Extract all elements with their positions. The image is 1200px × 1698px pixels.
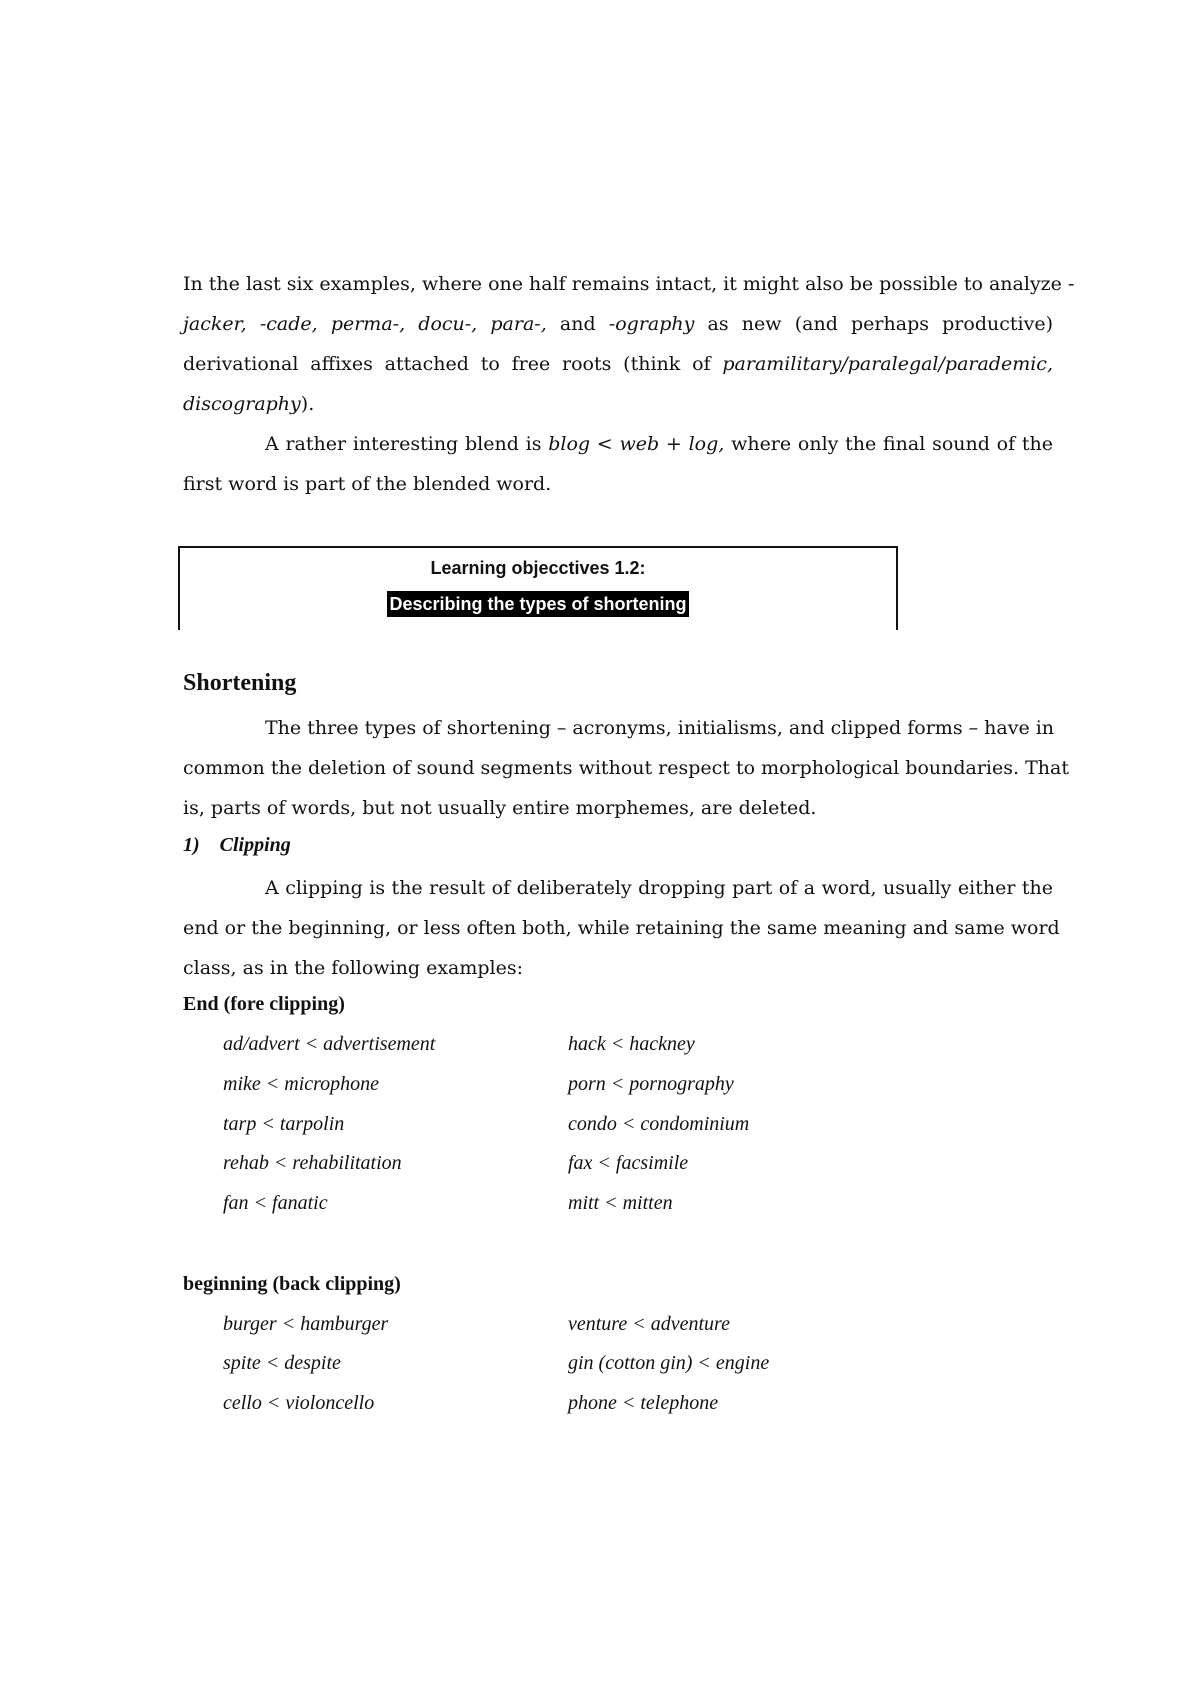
para1-line2 [183,312,1053,336]
example-item: condo < condominium [568,1113,750,1135]
example-item: ad/advert < advertisement [223,1033,436,1055]
example-item: rehab < rehabilitation [223,1152,402,1174]
para1-text: derivational affixes attached to free roots (think of [183,353,723,375]
example-item: fax < facsimile [568,1152,689,1174]
para2-line1 [183,432,1053,456]
back-clipping-heading: beginning (back clipping) [183,1273,401,1295]
example-item: porn < pornography [568,1073,734,1095]
web-log-example: web + log, [619,433,725,455]
blog-example: blog [548,433,591,455]
clipping-line1: A clipping is the result of deliberately dropping part of a word, usually either the [265,877,1053,899]
example-item: mitt < mitten [568,1192,673,1214]
objectives-subtitle-wrap [180,591,896,617]
para1-line4 [183,392,1053,416]
para2-text: A rather interesting blend is [265,433,549,455]
shortening-line2: common the deletion of sound segments without respect to morphological boundaries. That [183,757,1069,779]
shortening-line1: The three types of shortening – acronyms, initialisms, and clipped forms – have in [265,717,1055,739]
clipping-line3: class, as in the following examples: [183,957,524,979]
objectives-subtitle: Describing the types of shortening [387,591,688,617]
para1-text: as new (and perhaps productive) [694,313,1053,335]
clipping-heading: 1) Clipping [183,834,291,856]
example-item: phone < telephone [568,1392,719,1414]
example-item: spite < despite [223,1352,341,1374]
para2-text: where only the final sound of the [724,433,1054,455]
shortening-line3: is, parts of words, but not usually entire morphemes, are deleted. [183,797,817,819]
learning-objectives-box [178,546,898,630]
para1-line3 [183,352,1053,376]
para1-text: ). [300,393,315,415]
affix-list: jacker, -cade, perma-, docu-, para-, [183,313,547,335]
example-item: tarp < tarpolin [223,1113,345,1135]
discography-example: discography [183,393,301,415]
para2-line2: first word is part of the blended word. [183,473,552,495]
para1-text: and [546,313,609,335]
para1-line1: In the last six examples, where one half remains intact, it might also be possible to analyze - [183,273,1075,295]
affix-ography: -ography [608,313,695,335]
example-item: gin (cotton gin) < engine [568,1352,770,1374]
example-item: hack < hackney [568,1033,695,1055]
shortening-heading: Shortening [183,670,297,696]
fore-clipping-heading: End (fore clipping) [183,993,345,1015]
example-item: cello < violoncello [223,1392,375,1414]
clipping-line2: end or the beginning, or less often both, while retaining the same meaning and same word [183,917,1060,939]
example-item: fan < fanatic [223,1192,328,1214]
objectives-title: Learning objecctives 1.2: [430,558,646,578]
example-item: burger < hamburger [223,1313,389,1335]
para2-text: < [590,433,620,455]
para-examples: paramilitary/paralegal/parademic, [722,353,1053,375]
example-item: venture < adventure [568,1313,730,1335]
example-item: mike < microphone [223,1073,380,1095]
